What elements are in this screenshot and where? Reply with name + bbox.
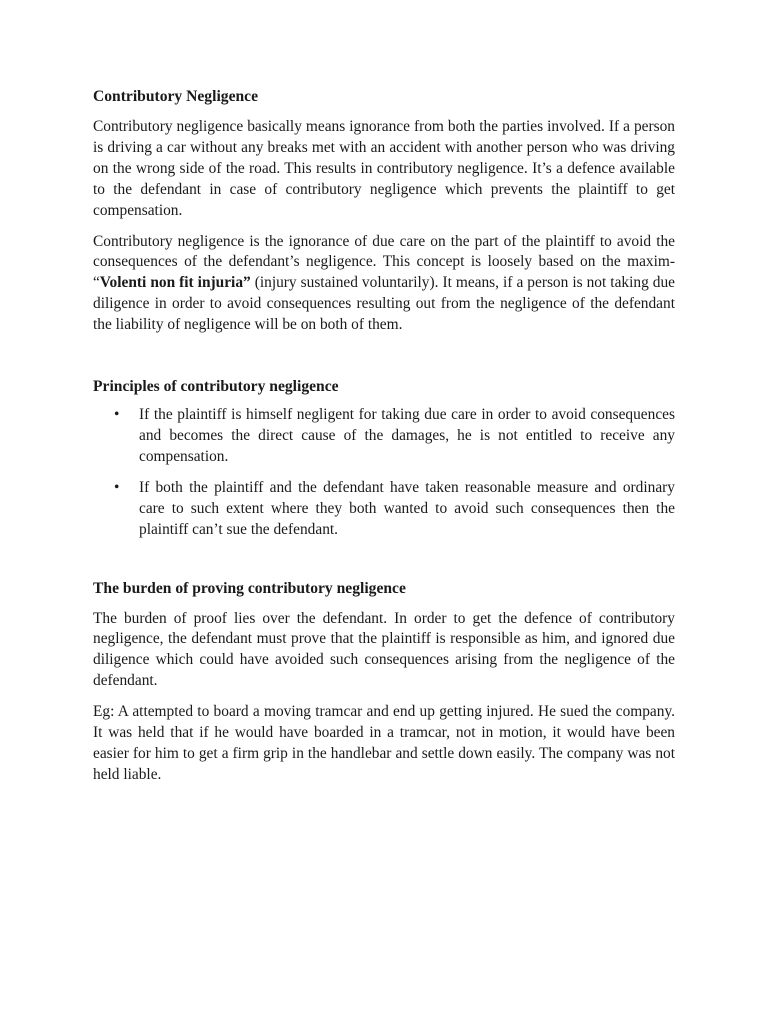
heading-contributory-negligence: Contributory Negligence xyxy=(93,88,259,105)
paragraph-volenti-text-end: (injury sustained voluntarily). It means, if a person is not taking due diligence in order to avoid consequences resulting out from the negligence of the defendant the liability of negligence will be on both of them. xyxy=(93,274,675,334)
paragraph-volenti-text-start: Contributory negligence is the ignorance of due care on the part of the plaintiff to avoid the consequences of the defendant’s negligence. This concept is loosely based on the maxim- “ xyxy=(93,232,675,292)
list-item xyxy=(93,478,675,541)
bullet-icon: • xyxy=(114,406,120,424)
paragraph-burden: The burden of proof lies over the defendant. In order to get the defence of contributory negligence, the defendant must prove that the plaintiff is responsible as him, and ignored due diligence which could have avoided such consequences arising from the negligence of the defendant. xyxy=(93,609,675,690)
principles-list xyxy=(93,405,675,540)
list-item xyxy=(93,405,675,468)
document-body xyxy=(93,86,675,786)
paragraph-volenti xyxy=(93,232,675,337)
paragraph-example: Eg: A attempted to board a moving tramcar and end up getting injured. He sued the company. It was held that if he would have boarded in a tramcar, not in motion, it would have been easier for him to get a firm grip in the handlebar and settle down easily. The company was not held liable. xyxy=(93,703,675,783)
paragraph-definition: Contributory negligence basically means ignorance from both the parties involved. If a person is driving a car without any breaks met with an accident with another person who was driving on the wrong side of the road. This results in contributory negligence. It’s a defence available to the defendant in case of contributory negligence which prevents the plaintiff to get compensation. xyxy=(93,118,675,219)
principle-text: If both the plaintiff and the defendant have taken reasonable measure and ordinary care to such extent where they both wanted to avoid such consequences then the plaintiff can’t sue the defendant. xyxy=(139,478,675,538)
heading-principles: Principles of contributory negligence xyxy=(93,378,339,396)
heading-burden-of-proof: The burden of proving contributory negligence xyxy=(93,579,406,597)
bullet-icon: • xyxy=(114,478,120,496)
maxim-volenti-non-fit-injuria: Volenti non fit injuria” xyxy=(99,274,251,292)
principle-text: If the plaintiff is himself negligent for taking due care in order to avoid consequences and becomes the direct cause of the damages, he is not entitled to receive any compensation. xyxy=(139,406,675,465)
